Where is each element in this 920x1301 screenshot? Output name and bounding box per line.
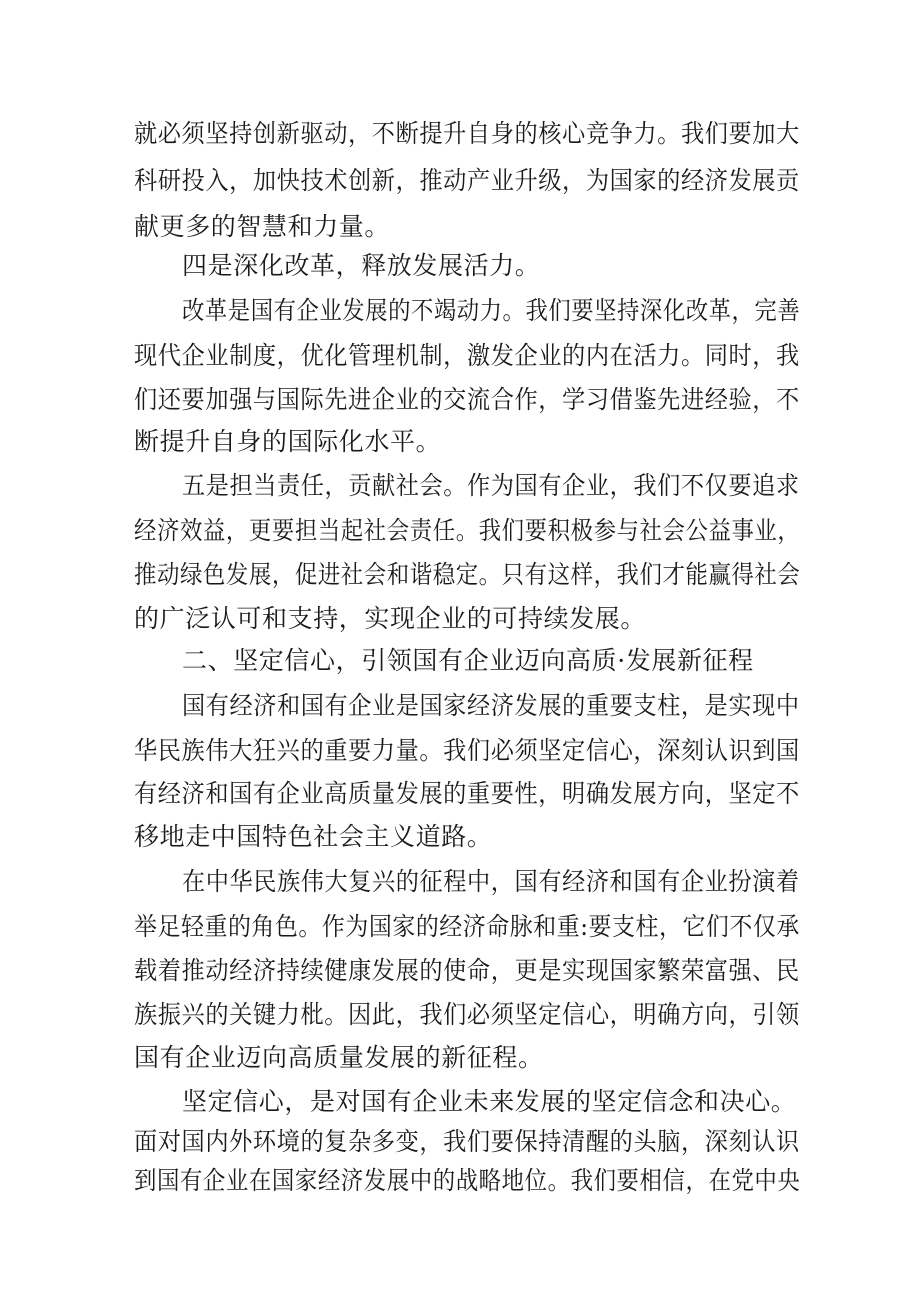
text-line: 科研投入，加快技术创新，推动产业升级，为国家的经济发展贡 <box>134 166 800 195</box>
text-line: 的广泛认可和支持，实现企业的可持续发展。 <box>134 604 647 633</box>
text-line: 断提升自身的国际化水平。 <box>134 427 442 456</box>
text-line: 就必须坚持创新驱动，不断提升自身的核心竞争力。我们要加大 <box>134 119 800 148</box>
text-line: 移地走中国特色社会主义道路。 <box>134 822 493 851</box>
text-line: 华民族伟大狂兴的重要力量。我们必须坚定信心，深刻认识到国 <box>134 736 800 765</box>
text-line: 举足轻重的角色。作为国家的经济命脉和重:要支柱，它们不仅承 <box>134 912 800 941</box>
text-line: 有经济和国有企业高质量发展的重要性，明确发展方向，坚定不 <box>134 779 800 808</box>
text-line: 国有企业迈向高质量发展的新征程。 <box>134 1043 544 1072</box>
text-line: 国有经济和国有企业是国家经济发展的重要支柱，是实现中 <box>182 691 800 720</box>
text-line: 改革是国有企业发展的不竭动力。我们要坚持深化改革，完善 <box>182 296 801 325</box>
section-heading: 二、坚定信心，引领国有企业迈向高质·发展新征程 <box>182 646 754 675</box>
text-line: 现代企业制度，优化管理机制，激发企业的内在活力。同时，我 <box>134 341 800 370</box>
text-line: 献更多的智慧和力量。 <box>134 212 391 241</box>
text-line: 推动绿色发展，促进社会和谐稳定。只有这样，我们才能赢得社会 <box>134 560 801 589</box>
text-line: 四是深化改革，释放发展活力。 <box>182 251 541 280</box>
text-line: 们还要加强与国际先进企业的交流合作，学习借鉴先进经验，不 <box>134 385 800 414</box>
text-line: 族振兴的关键力枇。因此，我们必须坚定信心，明确方向，引领 <box>134 1000 800 1029</box>
text-line: 到国有企业在国家经济发展中的战略地位。我们要相信，在党中央 <box>134 1166 801 1195</box>
text-line: 五是担当责任，贡献社会。作为国有企业，我们不仅要追求 <box>182 471 800 500</box>
text-line: 经济效益，更要担当起社会责任。我们要积极参与社会公益事业， <box>134 516 801 545</box>
text-line: 面对国内外环境的复杂多变，我们要保持清醒的头脑，深刻认识 <box>134 1127 800 1156</box>
text-line: 载着推动经济持续健康发展的使命，更是实现国家繁荣富强、民 <box>134 956 800 985</box>
text-line: 坚定信心，是对国有企业未来发展的坚定信念和决心。 <box>182 1087 797 1116</box>
text-line: 在中华民族伟大复兴的征程中，国有经济和国有企业扮演着 <box>182 867 800 896</box>
